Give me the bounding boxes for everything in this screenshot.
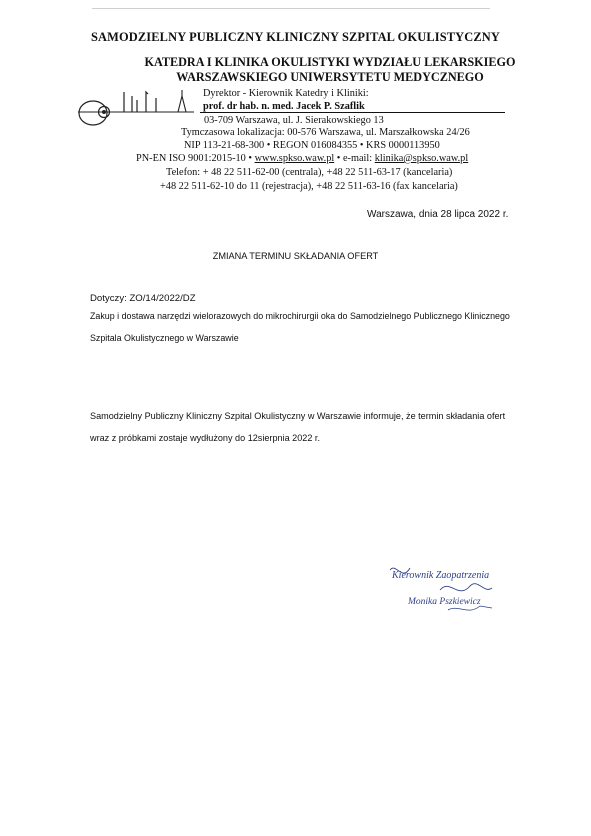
body-line-1: Samodzielny Publiczny Kliniczny Szpital Okulistyczny w Warszawie informuje, że termin składania ofert: [90, 411, 506, 421]
director-label: Dyrektor - Kierownik Katedry i Kliniki:: [203, 88, 369, 99]
address: 03-709 Warszawa, ul. J. Sierakowskiego 13: [204, 115, 384, 126]
department-heading: [110, 55, 550, 85]
iso-web-email: [136, 152, 468, 165]
letter-date: Warszawa, dnia 28 lipca 2022 r.: [367, 209, 509, 220]
email-link[interactable]: klinika@spkso.waw.pl: [374, 153, 469, 164]
hospital-name: SAMODZIELNY PUBLICZNY KLINICZNY SZPITAL OKULISTYCZNY: [91, 30, 500, 44]
subject-line-1: Zakup i dostawa narzędzi wielorazowych do mikrochirurgii oka do Samodzielnego Publicznego Klinicznego: [90, 311, 510, 321]
email-label: • e-mail:: [334, 153, 375, 164]
subject-line-2: Szpitala Okulistycznego w Warszawie: [90, 333, 239, 343]
signature-stamp: [388, 560, 528, 630]
signature-line-1: Kierownik Zaopatrzenia: [392, 570, 490, 581]
top-divider: [92, 8, 490, 9]
website-link[interactable]: www.spkso.waw.pl: [254, 153, 335, 164]
iso-label: PN-EN ISO 9001:2015-10 •: [136, 153, 255, 164]
director-name: prof. dr hab. n. med. Jacek P. Szaflik: [203, 101, 365, 112]
phone-line-2: +48 22 511-62-10 do 11 (rejestracja), +48 22 511-63-16 (fax kancelaria): [160, 181, 458, 192]
registry-numbers: NIP 113-21-68-300 • REGON 016084355 • KRS 0000113950: [184, 140, 440, 151]
department-line-1: KATEDRA I KLINIKA OKULISTYKI WYDZIAŁU LEKARSKIEGO: [144, 55, 516, 69]
department-line-2: WARSZAWSKIEGO UNIWERSYTETU MEDYCZNEGO: [176, 70, 484, 84]
temp-location: Tymczasowa lokalizacja: 00-576 Warszawa, ul. Marszałkowska 24/26: [181, 127, 470, 138]
phone-line-1: Telefon: + 48 22 511-62-00 (centrala), +48 22 511-63-17 (kancelaria): [166, 167, 453, 178]
reference-number: Dotyczy: ZO/14/2022/DZ: [90, 293, 196, 304]
signature-line-2: Monika Pszkiewicz: [408, 597, 481, 607]
body-line-2: wraz z próbkami zostaje wydłużony do 12sierpnia 2022 r.: [90, 433, 320, 443]
letter-title: ZMIANA TERMINU SKŁADANIA OFERT: [212, 251, 379, 261]
